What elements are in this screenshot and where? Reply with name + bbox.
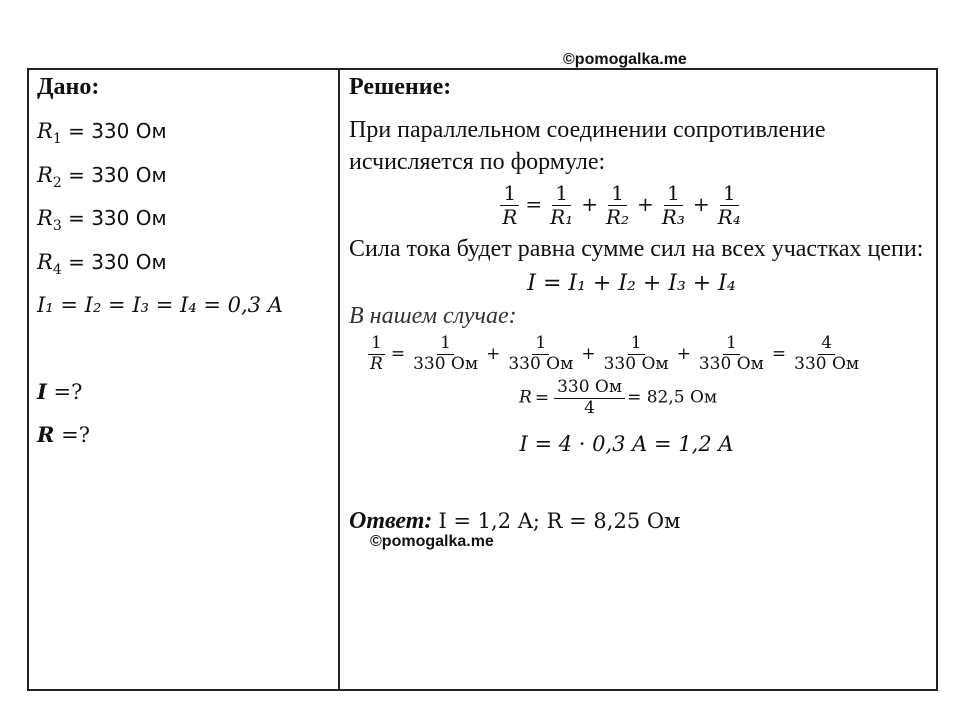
solution-header: Решение: [349, 74, 452, 100]
parallel-text: При параллельном соединении сопротивление исчисляется по формуле: [349, 117, 826, 175]
given-r1: $R_1 = 330$ Ом [37, 119, 167, 147]
watermark-top: ©pomogalka.me [563, 51, 687, 68]
given-currents: I₁ = I₂ = I₃ = I₄ = 0,3 A [37, 293, 283, 317]
given-column [37, 72, 332, 457]
current-sum-formula: I = I₁ + I₂ + I₃ + I₄ [527, 271, 736, 296]
resistance-result: R = $\frac{330 Ом}{4}$ = 82,5 Ом [519, 377, 718, 418]
parallel-formula: $\frac{1}{R}$ = $\frac{1}{\text{R₁}}$ + $\frac{1}{\text{R₂}}$ + $\frac{1}{\text{R₃}}$ + $\frac{1}{\text{R₄}}$ [502, 181, 741, 229]
answer-line: Ответ: I = 1,2 A; R = 8,25 Ом [349, 508, 681, 535]
given-r4: $R_4 = 330$ Ом [37, 249, 167, 278]
find-resistance: R =? [37, 422, 90, 447]
given-r2: $R_2 = 330$ Ом [37, 162, 167, 191]
find-current: I =? [37, 378, 83, 404]
our-case-text: В нашем случае: [349, 303, 517, 329]
current-text: Сила тока будет равна сумме сил на всех участках цепи: [349, 236, 924, 262]
given-r3: $R_3 = 330$ Ом [37, 206, 167, 234]
resistance-calc: $\frac{1}{R}$ = $\frac{1}{330 Ом}$ + $\frac{1}{330 Ом}$ + $\frac{1}{330 Ом}$ + $\frac{1}{330 Ом}$ = $\frac{4}{330 Ом}$ [365, 334, 934, 374]
watermark-middle: ©pomogalka.me [370, 533, 494, 550]
given-header: Дано: [37, 74, 100, 100]
solution-column [349, 72, 934, 535]
current-result: I = 4 · 0,3 A = 1,2 A [519, 432, 734, 457]
column-divider [338, 68, 340, 691]
